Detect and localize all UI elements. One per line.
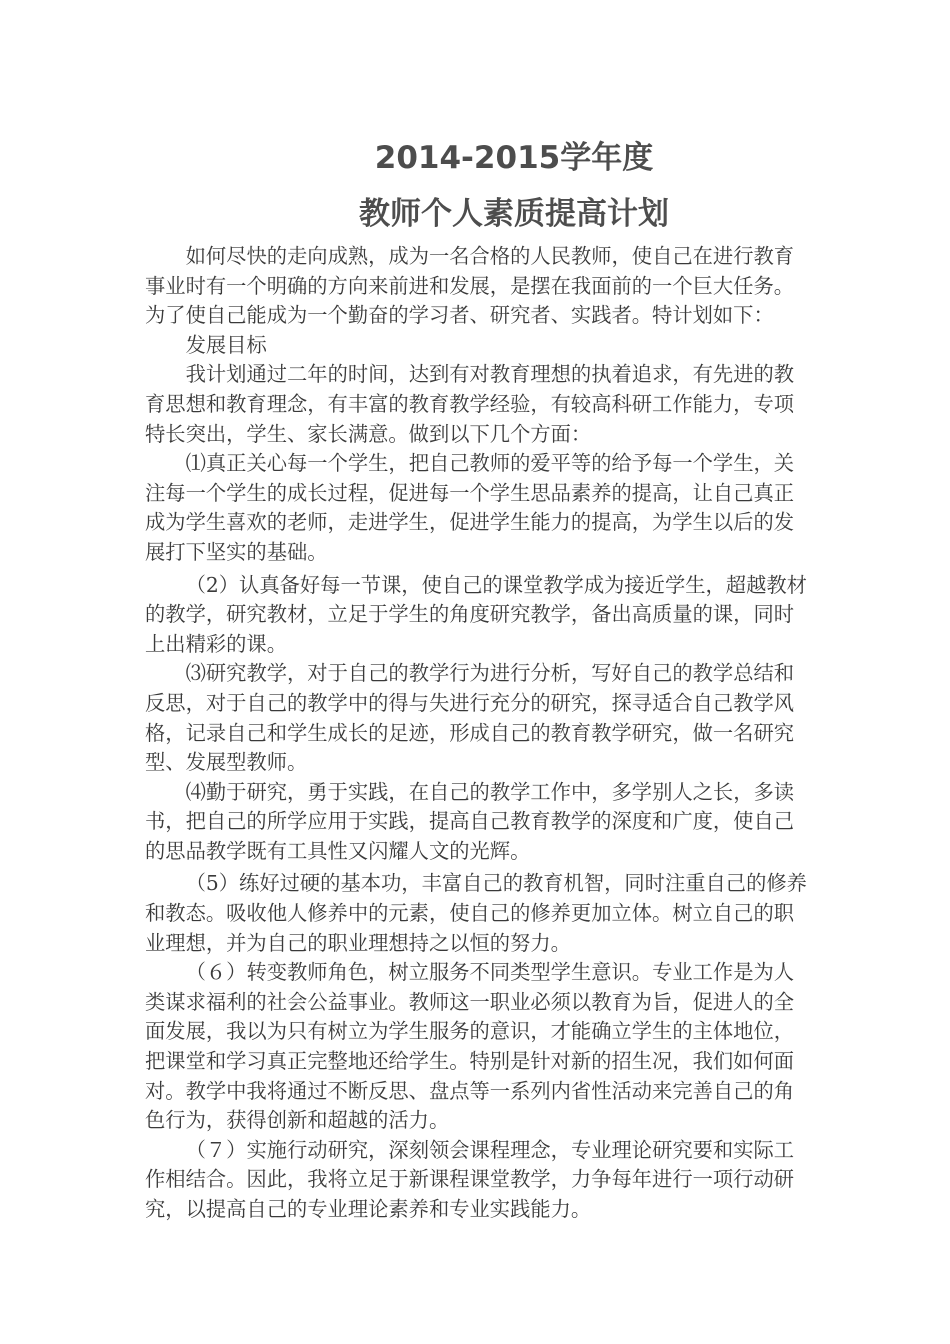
item-paragraph-1: ⑴真正关心每一个学生，把自己教师的爱平等的给予每一个学生，关注每一个学生的成长过程，促进每一个学生思品素养的提高，让自己真正成为学生喜欢的老师，走进学生，促进学生能力的提高，为学生以后的发展打下坚实的基础。	[145, 451, 795, 564]
section-heading-goals: 发展目标	[185, 332, 267, 357]
document-title-plan: 教师个人素质提高计划	[359, 196, 669, 232]
item-paragraph-6: （６）转变教师角色，树立服务不同类型学生意识。专业工作是为人类谋求福利的社会公益事业。教师这一职业必须以教育为旨，促进人的全面发展，我以为只有树立为学生服务的意识，才能确立学生的主体地位，把课堂和学习真正完整地还给学生。特别是针对新的招生况，我们如何面对。教学中我将通过不断反思、盘点等一系列内省性活动来完善自己的角色行为，获得创新和超越的活力。	[145, 960, 795, 1133]
document-body	[145, 242, 810, 1225]
item-paragraph-7: （７）实施行动研究，深刻领会课程理念，专业理论研究要和实际工作相结合。因此，我将立足于新课程课堂教学，力争每年进行一项行动研究，以提高自己的专业理论素养和专业实践能力。	[145, 1137, 795, 1221]
item-paragraph-4: ⑷勤于研究，勇于实践，在自己的教学工作中，多学别人之长，多读书，把自己的所学应用于实践，提高自己教育教学的深度和广度，使自己的思品教学既有工具性又闪耀人文的光辉。	[145, 779, 795, 863]
intro-paragraph: 如何尽快的走向成熟，成为一名合格的人民教师，使自己在进行教育事业时有一个明确的方向来前进和发展，是摆在我面前的一个巨大任务。为了使自己能成为一个勤奋的学习者、研究者、实践者。特计划如下：	[145, 244, 795, 328]
document-title-year: 2014-2015学年度	[374, 140, 654, 176]
item-paragraph-3: ⑶研究教学，对于自己的教学行为进行分析，写好自己的教学总结和反思，对于自己的教学中的得与失进行充分的研究，探寻适合自己教学风格，记录自己和学生成长的足迹，形成自己的教育教学研究，做一名研究型、发展型教师。	[145, 661, 795, 775]
item-paragraph-5: （5）练好过硬的基本功，丰富自己的教育机智，同时注重自己的修养和教态。吸收他人修养中的元素，使自己的修养更加立体。树立自己的职业理想，并为自己的职业理想持之以恒的努力。	[145, 871, 807, 955]
goals-paragraph: 我计划通过二年的时间，达到有对教育理想的执着追求，有先进的教育思想和教育理念，有丰富的教育教学经验，有较高科研工作能力，专项特长突出，学生、家长满意。做到以下几个方面：	[145, 362, 795, 446]
item-paragraph-2: （2）认真备好每一节课，使自己的课堂教学成为接近学生，超越教材的教学，研究教材，立足于学生的角度研究教学，备出高质量的课，同时上出精彩的课。	[145, 572, 807, 656]
